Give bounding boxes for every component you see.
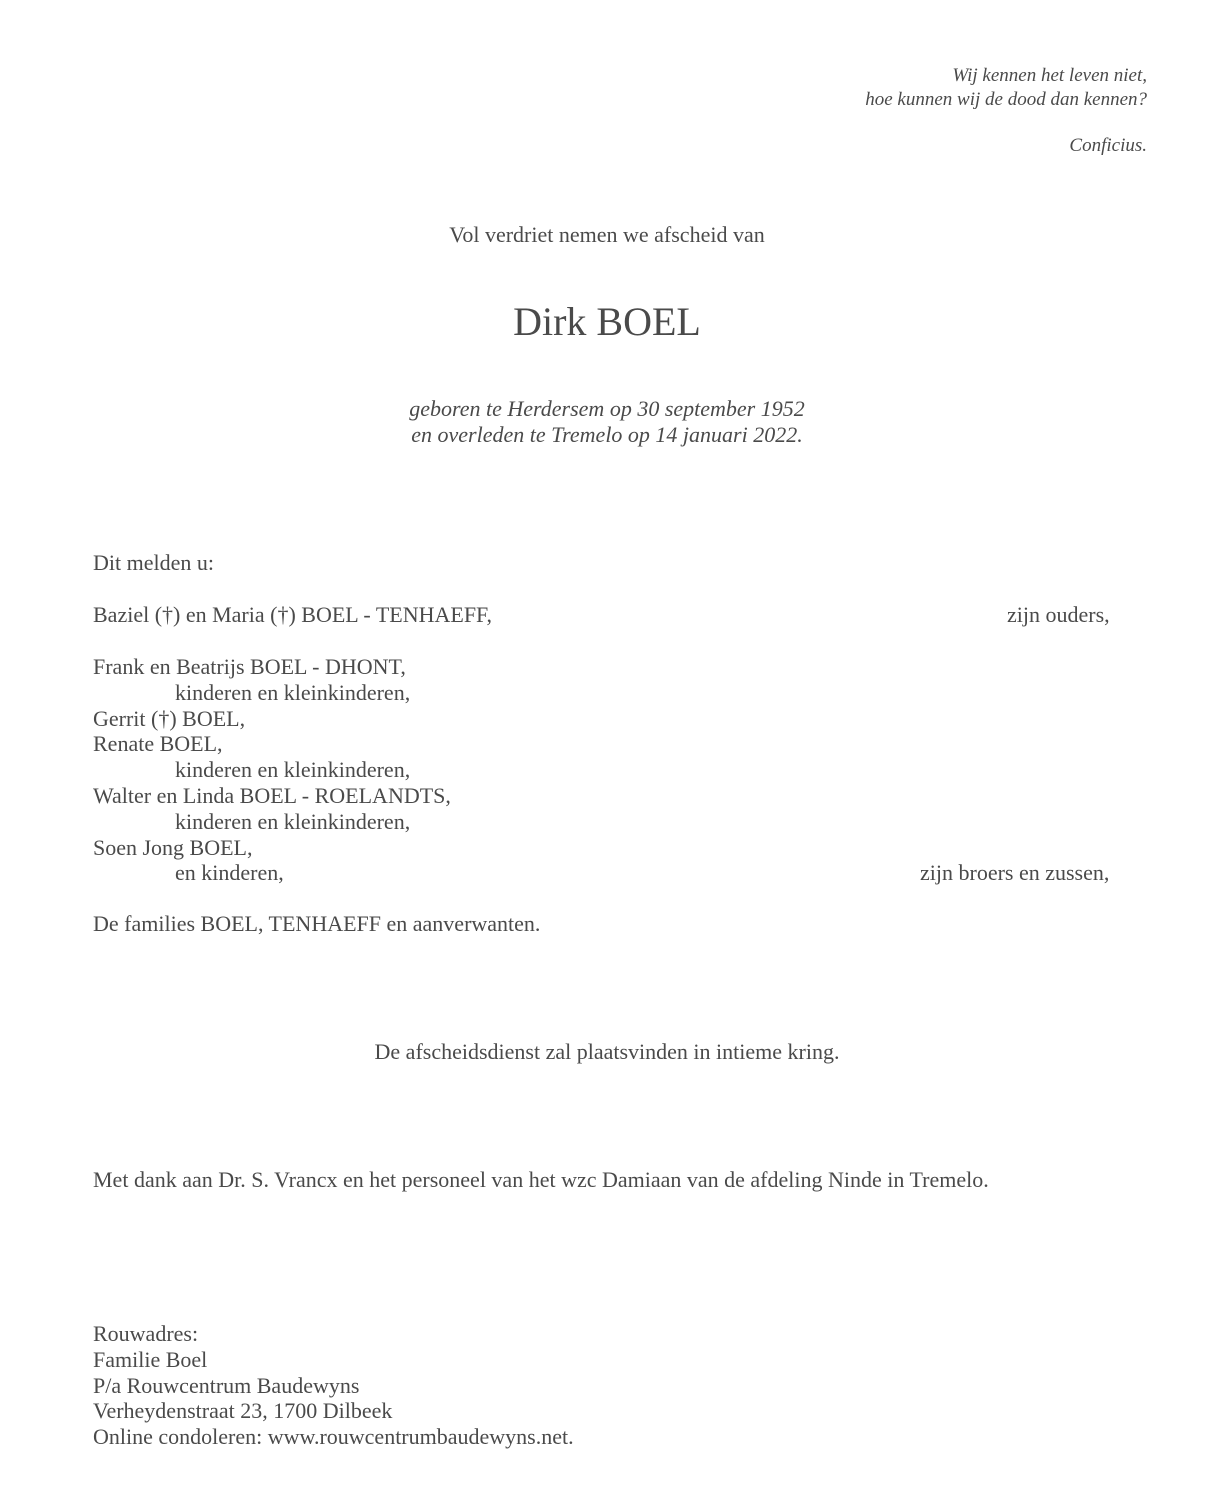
families-line: De families BOEL, TENHAEFF en aanverwanten. [93, 911, 541, 936]
quote [865, 64, 1147, 158]
sibling-line: en kinderen, [175, 860, 284, 886]
service-text: De afscheidsdienst zal plaatsvinden in intieme kring. [374, 1039, 840, 1064]
address-label: Rouwadres: [93, 1321, 199, 1346]
intro-text: Vol verdriet nemen we afscheid van [449, 222, 765, 247]
sibling-line: Soen Jong BOEL, [93, 834, 253, 860]
sibling-line: kinderen en kleinkinderen, [175, 757, 411, 783]
address-block [93, 1321, 574, 1450]
deceased-name: Dirk BOEL [513, 299, 701, 344]
sibling-line: Frank en Beatrijs BOEL - DHONT, [93, 654, 406, 679]
address-care-of: P/a Rouwcentrum Baudewyns [93, 1372, 360, 1398]
death-line: en overleden te Tremelo op 14 januari 2022. [411, 422, 803, 447]
address-street: Verheydenstraat 23, 1700 Dilbeek [93, 1398, 393, 1424]
sibling-line: kinderen en kleinkinderen, [175, 679, 411, 705]
siblings-list [93, 654, 451, 886]
sibling-line: Walter en Linda BOEL - ROELANDTS, [93, 782, 451, 808]
dates-block [0, 396, 1214, 448]
parents-role: zijn ouders, [1007, 602, 1110, 627]
quote-line-2: hoe kunnen wij de dood dan kennen? [865, 89, 1147, 110]
thanks-text: Met dank aan Dr. S. Vrancx en het personeel van het wzc Damiaan van de afdeling Ninde in Tremelo. [93, 1167, 989, 1192]
quote-author: Conficius. [1069, 135, 1147, 156]
address-family: Familie Boel [93, 1346, 208, 1372]
birth-line: geboren te Herdersem op 30 september 1952 [409, 396, 805, 421]
sibling-line: Gerrit (†) BOEL, [93, 705, 246, 731]
announcers-heading: Dit melden u: [93, 550, 214, 575]
sibling-line: Renate BOEL, [93, 731, 223, 757]
sibling-line: kinderen en kleinkinderen, [175, 808, 411, 834]
siblings-role: zijn broers en zussen, [920, 860, 1110, 885]
parents-line: Baziel (†) en Maria (†) BOEL - TENHAEFF, [93, 602, 493, 627]
quote-line-1: Wij kennen het leven niet, [952, 65, 1147, 86]
online-condolence-link[interactable]: Online condoleren: www.rouwcentrumbaudewyns.net. [93, 1424, 574, 1450]
